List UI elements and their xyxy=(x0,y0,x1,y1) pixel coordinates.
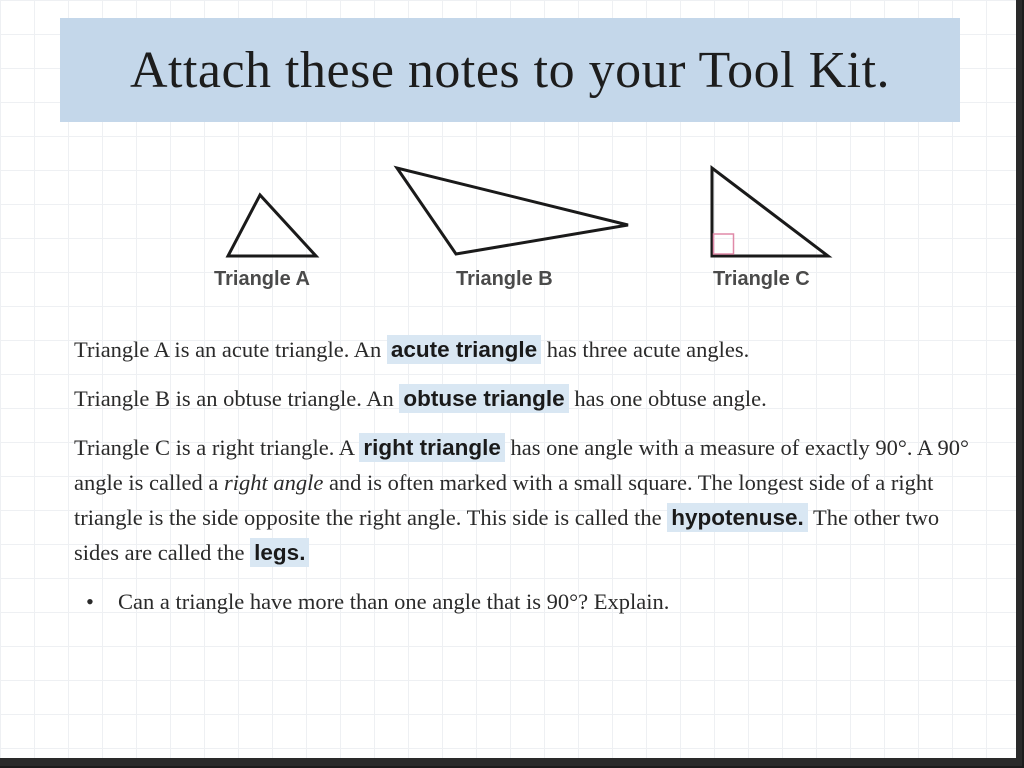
slide-title: Attach these notes to your Tool Kit. xyxy=(129,41,891,99)
triangle-c-shape xyxy=(712,168,828,256)
bullet-marker: • xyxy=(86,589,94,614)
triangle-c-label: Triangle C xyxy=(713,268,810,290)
term-legs: legs. xyxy=(250,538,309,567)
term-right-triangle: right triangle xyxy=(359,433,505,462)
paragraph-text: Triangle C is a right triangle. A xyxy=(74,435,360,460)
triangle-b-shape xyxy=(397,168,628,254)
paragraph-text: has one angle with a measure of exactly 90°. A 90° angle is called a xyxy=(74,435,970,495)
paragraph-obtuse xyxy=(74,381,974,416)
paragraph-text: Triangle A is an acute triangle. An xyxy=(74,337,387,362)
triangle-a-shape xyxy=(228,195,316,256)
term-right-angle: right angle xyxy=(223,470,324,495)
term-hypotenuse: hypotenuse. xyxy=(667,503,808,532)
bullet-question: Can a triangle have more than one angle that is 90°? Explain. xyxy=(118,589,670,614)
paragraph-text: and is often marked with a small square. The longest side of a right triangle is the side opposite the right angle. This side is called the xyxy=(74,470,934,530)
right-angle-marker xyxy=(714,234,734,254)
paragraph-text: has three acute angles. xyxy=(541,337,750,362)
paragraph-text: The other two sides are called the xyxy=(74,505,940,565)
paragraph-text: Triangle B is an obtuse triangle. An xyxy=(74,386,400,411)
triangle-a-label: Triangle A xyxy=(214,268,310,290)
triangle-b-label: Triangle B xyxy=(456,268,553,290)
paragraph-acute xyxy=(74,332,974,367)
term-acute-triangle: acute triangle xyxy=(387,335,541,364)
paragraph-right xyxy=(74,430,974,570)
triangle-diagram xyxy=(200,160,860,270)
notes-content xyxy=(74,332,974,619)
bullet-item xyxy=(74,584,974,619)
term-obtuse-triangle: obtuse triangle xyxy=(399,384,568,413)
title-bar xyxy=(60,18,960,122)
paragraph-text: has one obtuse angle. xyxy=(568,386,767,411)
triangle-figures xyxy=(200,160,860,300)
